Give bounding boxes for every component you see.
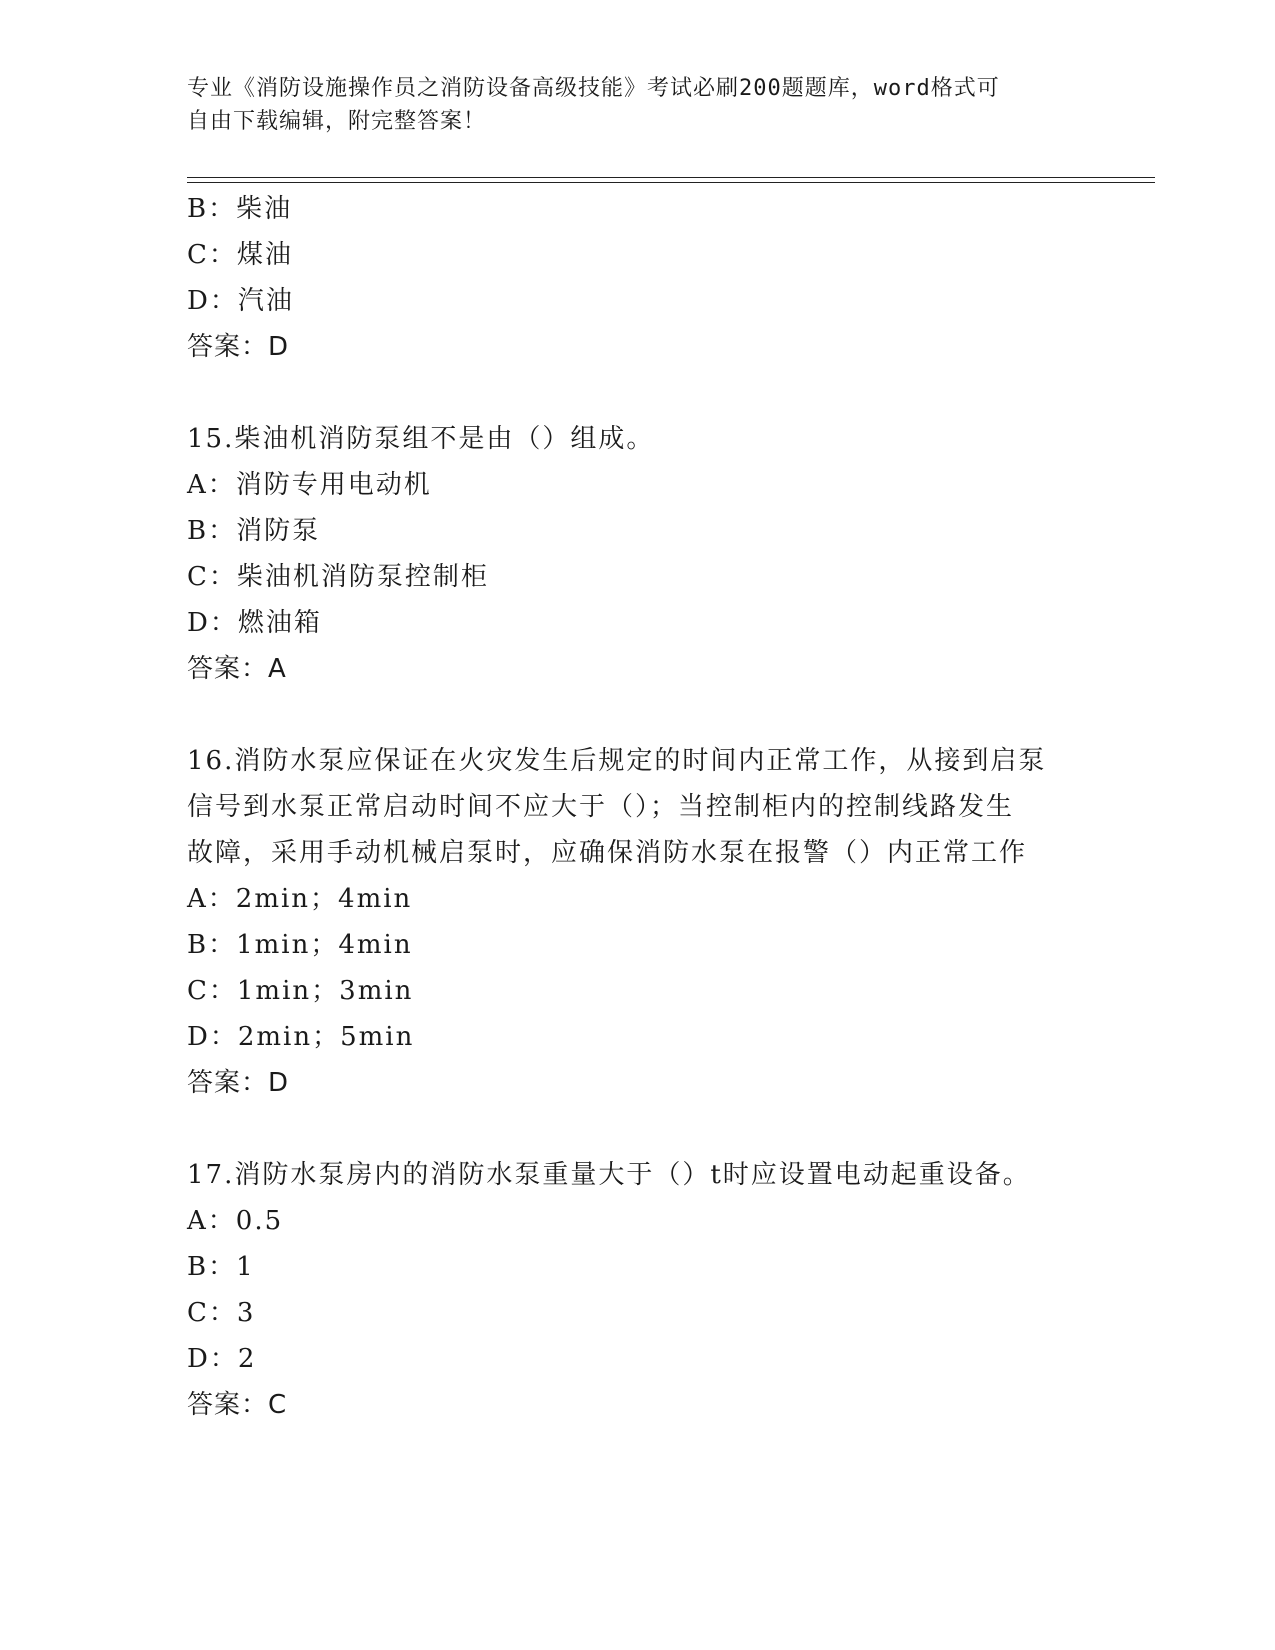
question-stem: 15.柴油机消防泵组不是由（）组成。: [187, 424, 655, 454]
spacer: [187, 370, 1147, 416]
answer-line: 答案：D: [187, 332, 290, 362]
option-b: B：柴油: [187, 194, 293, 224]
document-header: [187, 72, 1087, 138]
answer-line: 答案：A: [187, 654, 287, 684]
option-a: A：消防专用电动机: [187, 470, 432, 500]
question-content: [187, 186, 1147, 1428]
option-c: C：柴油机消防泵控制柜: [187, 562, 489, 592]
header-line-1: 专业《消防设施操作员之消防设备高级技能》考试必刷200题题库，word格式可: [187, 76, 1000, 101]
option-b: B：1: [187, 1252, 255, 1282]
spacer: [187, 1106, 1147, 1152]
question-stem-line-2: 信号到水泵正常启动时间不应大于（）；当控制柜内的控制线路发生: [187, 792, 1015, 822]
option-d: D：2: [187, 1344, 257, 1374]
option-d: D：燃油箱: [187, 608, 322, 638]
question-stem-line-1: 16.消防水泵应保证在火灾发生后规定的时间内正常工作，从接到启泵: [187, 746, 1047, 776]
option-c: C：煤油: [187, 240, 293, 270]
header-line-2: 自由下载编辑，附完整答案！: [187, 109, 487, 134]
option-d: D：汽油: [187, 286, 294, 316]
answer-line: 答案：D: [187, 1068, 290, 1098]
option-d: D：2min；5min: [187, 1022, 415, 1052]
header-divider-top: [187, 177, 1155, 178]
answer-line: 答案：C: [187, 1390, 288, 1420]
question-17: [187, 1152, 1147, 1428]
option-b: B：消防泵: [187, 516, 321, 546]
question-14-tail: [187, 186, 1147, 370]
option-b: B：1min；4min: [187, 930, 413, 960]
option-a: A：2min；4min: [187, 884, 413, 914]
option-a: A：0.5: [187, 1206, 284, 1236]
option-c: C：3: [187, 1298, 256, 1328]
header-divider-bottom: [187, 182, 1155, 183]
spacer: [187, 692, 1147, 738]
option-c: C：1min；3min: [187, 976, 414, 1006]
question-15: [187, 416, 1147, 692]
question-stem-line-3: 故障，采用手动机械启泵时，应确保消防水泵在报警（）内正常工作: [187, 838, 1028, 868]
question-16: [187, 738, 1147, 1106]
question-stem: 17.消防水泵房内的消防水泵重量大于（）t时应设置电动起重设备。: [187, 1160, 1031, 1190]
